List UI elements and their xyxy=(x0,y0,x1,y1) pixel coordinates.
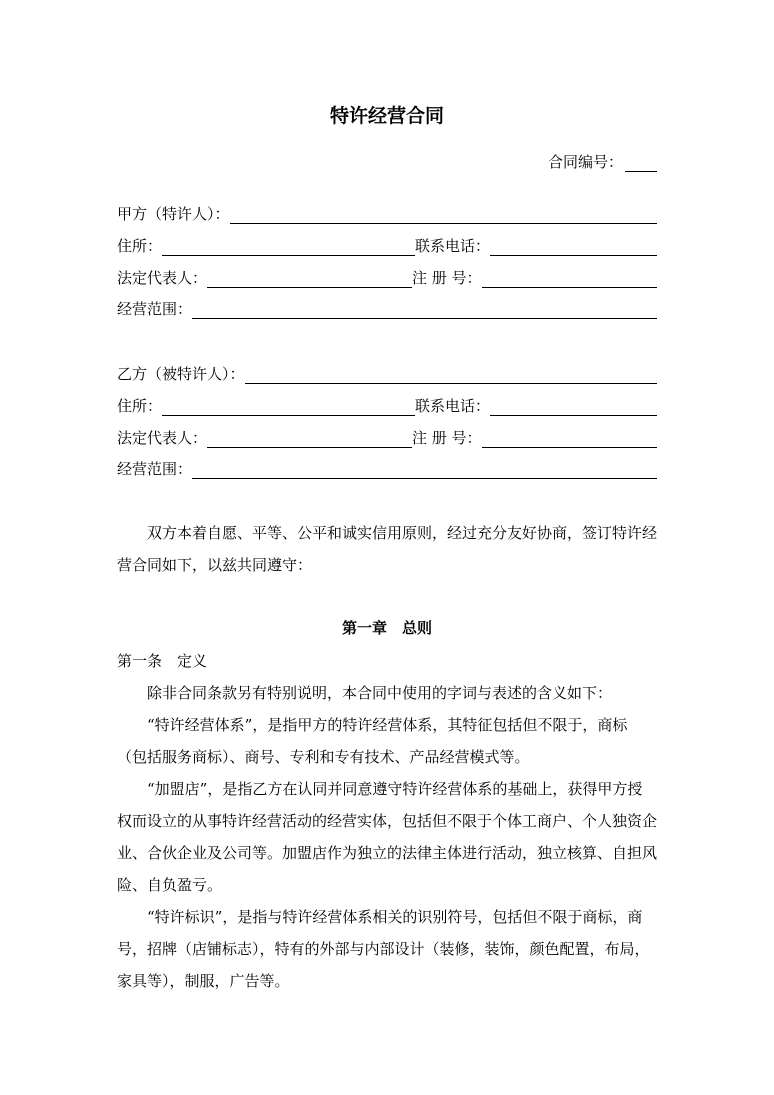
party-a-address-field[interactable] xyxy=(162,237,415,256)
party-a-label: 甲方（特许人）： xyxy=(117,205,230,223)
party-a-regno-label: 注 册 号： xyxy=(412,269,482,287)
party-a-regno-field[interactable] xyxy=(482,269,657,288)
contract-number-field[interactable] xyxy=(625,155,657,172)
definition-franchise-system: “特许经营体系”，是指甲方的特许经营体系，其特征包括但不限于，商标（包括服务商标）、商号、专利和专有技术、产品经营模式等。 xyxy=(117,716,628,766)
party-a-phone-label: 联系电话： xyxy=(415,237,491,255)
party-b-name-field[interactable] xyxy=(245,365,657,384)
preamble-paragraph: 双方本着自愿、平等、公平和诚实信用原则，经过充分友好协商，签订特许经营合同如下，以兹共同遵守： xyxy=(117,524,658,574)
chapter-heading: 第一章 总则 xyxy=(341,619,432,637)
party-b-rep-row xyxy=(117,426,657,448)
document-title: 特许经营合同 xyxy=(329,105,444,127)
party-b-scope-label: 经营范围： xyxy=(117,460,193,478)
party-a-rep-field[interactable] xyxy=(207,269,412,288)
party-b-address-field[interactable] xyxy=(162,397,415,416)
party-a-scope-label: 经营范围： xyxy=(117,300,193,318)
party-a-address-row xyxy=(117,234,657,256)
party-b-phone-label: 联系电话： xyxy=(415,397,491,415)
article-heading: 第一条 定义 xyxy=(117,652,208,670)
party-a-scope-field[interactable] xyxy=(192,300,657,319)
party-a-address-label: 住所： xyxy=(117,237,163,255)
definition-intro: 除非合同条款另有特别说明，本合同中使用的字词与表述的含义如下： xyxy=(147,684,613,702)
definition-franchise-mark: “特许标识”，是指与特许经营体系相关的识别符号，包括但不限于商标，商号，招牌（店铺标志），特有的外部与内部设计（装修，装饰，颜色配置，布局，家具等），制服，广告等。 xyxy=(117,908,650,990)
party-a-rep-row xyxy=(117,266,657,288)
contract-number xyxy=(548,151,657,172)
party-a-rep-label: 法定代表人： xyxy=(117,269,208,287)
party-a-name-field[interactable] xyxy=(230,205,657,224)
party-b-rep-field[interactable] xyxy=(207,429,412,448)
party-a-phone-field[interactable] xyxy=(490,237,657,256)
party-b-address-row xyxy=(117,394,657,416)
party-b-regno-field[interactable] xyxy=(482,429,657,448)
party-b-phone-field[interactable] xyxy=(490,397,657,416)
party-b-row xyxy=(117,362,657,384)
definition-franchise-store: “加盟店”，是指乙方在认同并同意遵守特许经营体系的基础上，获得甲方授权而设立的从事特许经营活动的经营实体，包括但不限于个体工商户、个人独资企业、合伙企业及公司等。加盟店作为独立的法律主体进行活动，独立核算、自担风险、自负盈亏。 xyxy=(117,780,658,894)
contract-number-label: 合同编号： xyxy=(547,153,623,171)
party-b-address-label: 住所： xyxy=(117,397,163,415)
party-b-rep-label: 法定代表人： xyxy=(117,429,208,447)
party-a-row xyxy=(117,202,657,224)
party-b-scope-field[interactable] xyxy=(192,460,657,479)
party-b-label: 乙方（被特许人）： xyxy=(117,365,245,383)
party-a-scope-row xyxy=(117,297,657,319)
party-b-scope-row xyxy=(117,457,657,479)
party-b-regno-label: 注 册 号： xyxy=(412,429,482,447)
